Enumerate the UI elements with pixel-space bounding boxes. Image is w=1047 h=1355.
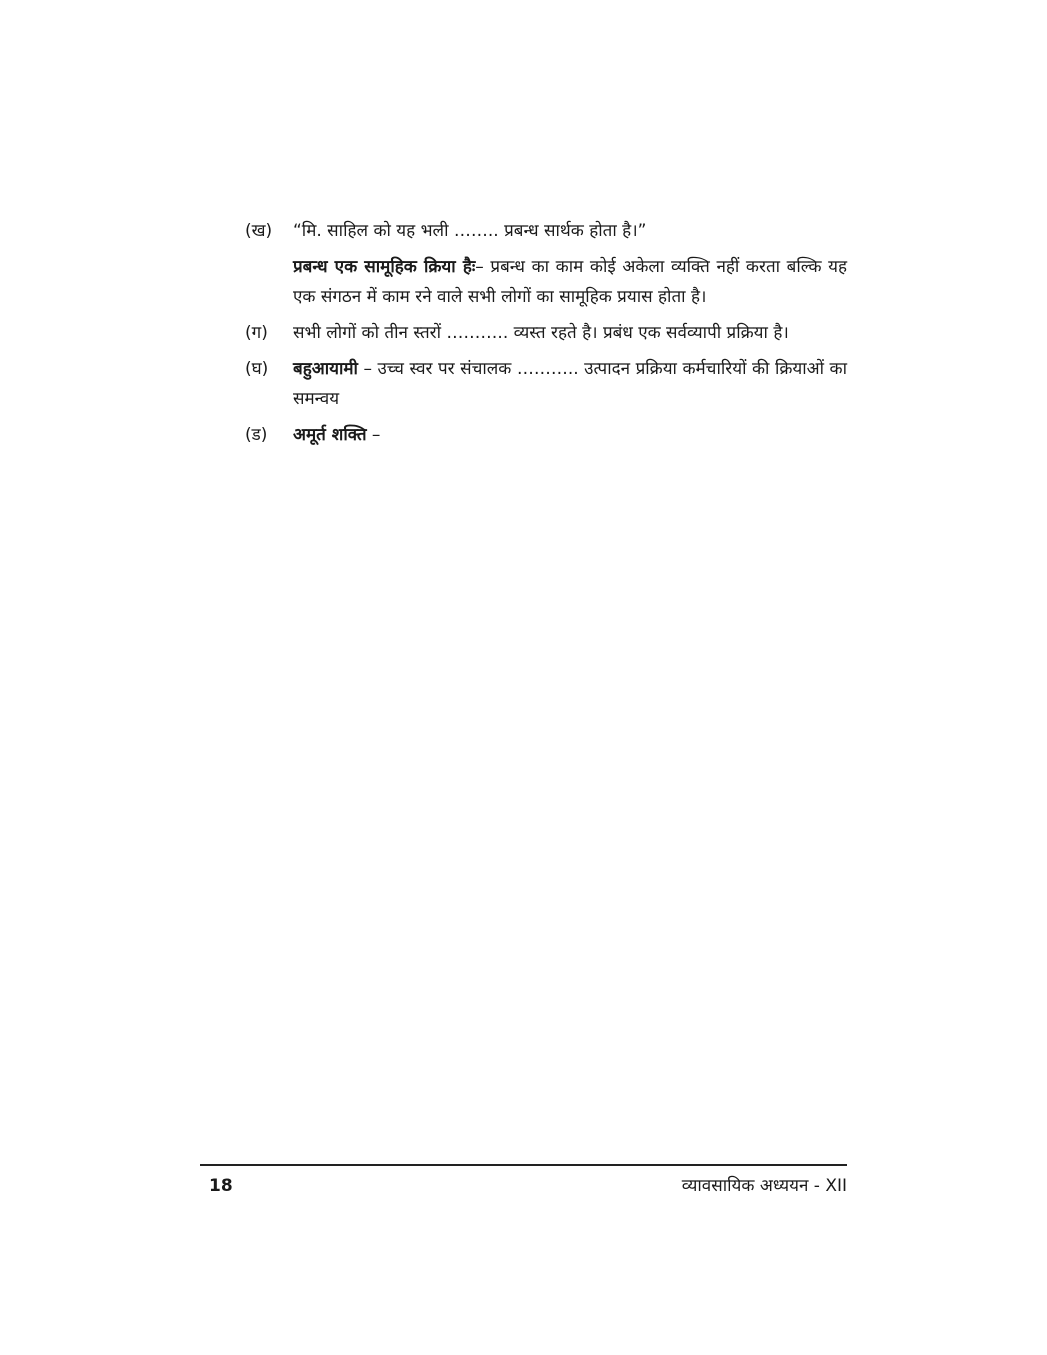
footer-divider [200, 1164, 847, 1166]
list-item-text: – उच्च स्वर पर संचालक ……….. उत्पादन प्रक्रिया कर्मचारियों की क्रियाओं का समन्वय [293, 359, 847, 409]
paragraph-heading: प्रबन्ध एक सामूहिक क्रिया हैः [293, 257, 476, 277]
list-marker: (ड) [245, 425, 268, 445]
list-item-ga [245, 318, 847, 348]
book-title: व्यावसायिक अध्ययन - XII [681, 1176, 847, 1196]
page-number: 18 [209, 1176, 233, 1196]
list-item-text: – [366, 425, 381, 445]
list-item-heading: अमूर्त शक्ति [293, 425, 367, 445]
list-marker: (ग) [245, 323, 268, 343]
list-item-kha [245, 216, 847, 246]
list-item-da [245, 420, 847, 450]
list-item-body [293, 420, 847, 450]
list-item-heading: बहुआयामी [293, 359, 358, 379]
list-marker: (घ) [245, 359, 269, 379]
page-content [245, 216, 847, 456]
list-item-text: सभी लोगों को तीन स्तरों ……….. व्यस्त रहते है। प्रबंध एक सर्वव्यापी प्रक्रिया है। [293, 323, 789, 343]
paragraph-collective-activity [293, 252, 847, 312]
paragraph-text: – प्रबन्ध का काम कोई अकेला व्यक्ति नहीं करता बल्कि यह एक संगठन में काम रने वाले सभी लोगों का सामूहिक प्रयास होता है। [293, 257, 848, 307]
list-item-gha [245, 354, 847, 414]
list-item-body [293, 354, 847, 414]
list-item-text: “मि. साहिल को यह भली …….. प्रबन्ध सार्थक होता है।” [293, 221, 647, 241]
list-marker: (ख) [245, 221, 273, 241]
